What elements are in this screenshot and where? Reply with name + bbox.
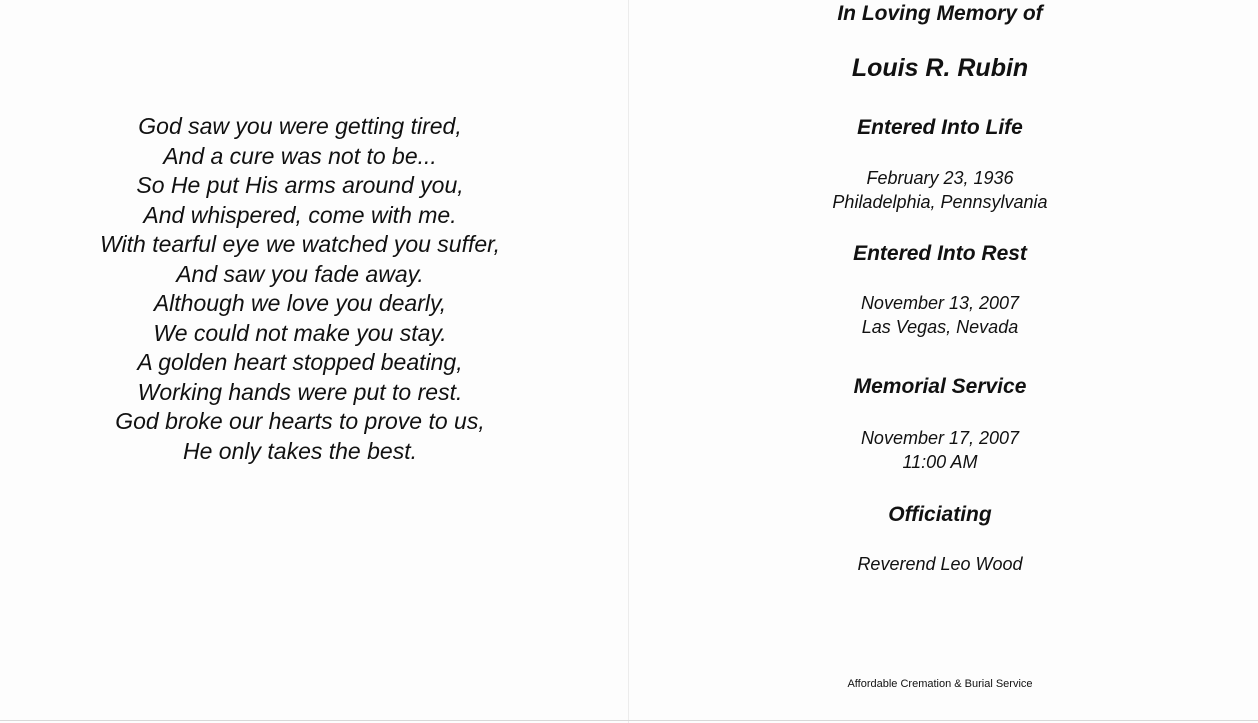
poem-line: So He put His arms around you, <box>136 172 464 198</box>
in-memory-heading: In Loving Memory of <box>837 2 1043 25</box>
poem-line: A golden heart stopped beating, <box>137 349 463 375</box>
officiating-details <box>760 552 1120 576</box>
birth-heading: Entered Into Life <box>857 116 1023 139</box>
death-place: Las Vegas, Nevada <box>861 317 1019 337</box>
poem-line: Working hands were put to rest. <box>137 378 463 405</box>
service-heading: Memorial Service <box>853 375 1027 398</box>
poem-line: And saw you fade away. <box>176 260 424 287</box>
memorial-poem <box>40 112 560 466</box>
poem-line: God saw you were getting tired, <box>138 113 462 139</box>
poem-line: And a cure was not to be... <box>163 142 437 169</box>
poem-line: We could not make you stay. <box>153 319 447 346</box>
death-date: November 13, 2007 <box>860 293 1020 313</box>
center-fold-line <box>628 0 629 723</box>
poem-line: With tearful eye we watched you suffer, <box>100 231 500 257</box>
service-date: November 17, 2007 <box>860 428 1020 448</box>
officiating-heading: Officiating <box>888 503 992 526</box>
bottom-edge-line <box>0 720 1258 721</box>
deceased-name: Louis R. Rubin <box>851 54 1029 82</box>
service-time: 11:00 AM <box>902 452 978 472</box>
service-details <box>760 426 1120 474</box>
funeral-home-credit: Affordable Cremation & Burial Service <box>847 678 1033 690</box>
poem-line: He only takes the best. <box>183 437 417 464</box>
death-heading: Entered Into Rest <box>853 242 1027 265</box>
birth-date: February 23, 1936 <box>866 168 1014 188</box>
poem-line: And whispered, come with me. <box>143 201 457 228</box>
birth-details <box>760 166 1120 214</box>
poem-line: God broke our hearts to prove to us, <box>115 408 485 434</box>
death-details <box>760 291 1120 339</box>
poem-line: Although we love you dearly, <box>153 290 447 316</box>
officiant-name: Reverend Leo Wood <box>857 554 1023 574</box>
birth-place: Philadelphia, Pennsylvania <box>832 192 1048 212</box>
